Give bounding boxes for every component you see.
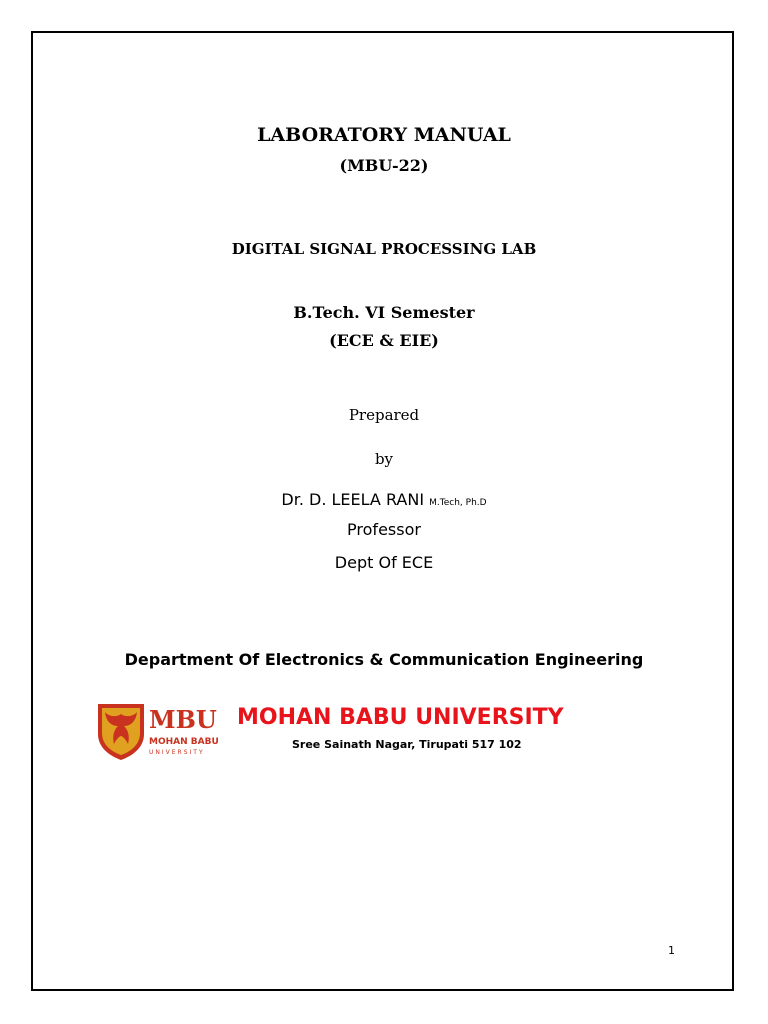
author-degree: M.Tech, Ph.D xyxy=(429,498,487,508)
logo-subtext2: UNIVERSITY xyxy=(149,749,205,756)
document-title: LABORATORY MANUAL xyxy=(257,124,511,146)
university-logo xyxy=(96,700,222,760)
author-line xyxy=(0,490,768,509)
page-border xyxy=(31,31,734,991)
department-short: Dept Of ECE xyxy=(334,553,434,572)
university-address: Sree Sainath Nagar, Tirupati 517 102 xyxy=(292,738,522,751)
regulation-code: (MBU-22) xyxy=(339,156,429,175)
branches: (ECE & EIE) xyxy=(329,331,439,350)
logo-mbu-text: MBU xyxy=(149,705,217,734)
phoenix-crest-icon xyxy=(98,704,144,760)
by-label: by xyxy=(374,450,394,468)
designation: Professor xyxy=(347,520,421,539)
prepared-label: Prepared xyxy=(348,406,420,424)
department-full: Department Of Electronics & Communication Engineering xyxy=(124,650,644,669)
logo-subtext: MOHAN BABU xyxy=(149,737,219,747)
author-name: Dr. D. LEELA RANI xyxy=(281,490,425,509)
semester: B.Tech. VI Semester xyxy=(293,303,475,322)
university-name: MOHAN BABU UNIVERSITY xyxy=(237,705,564,730)
lab-name: DIGITAL SIGNAL PROCESSING LAB xyxy=(231,240,537,258)
page-number: 1 xyxy=(668,944,675,957)
